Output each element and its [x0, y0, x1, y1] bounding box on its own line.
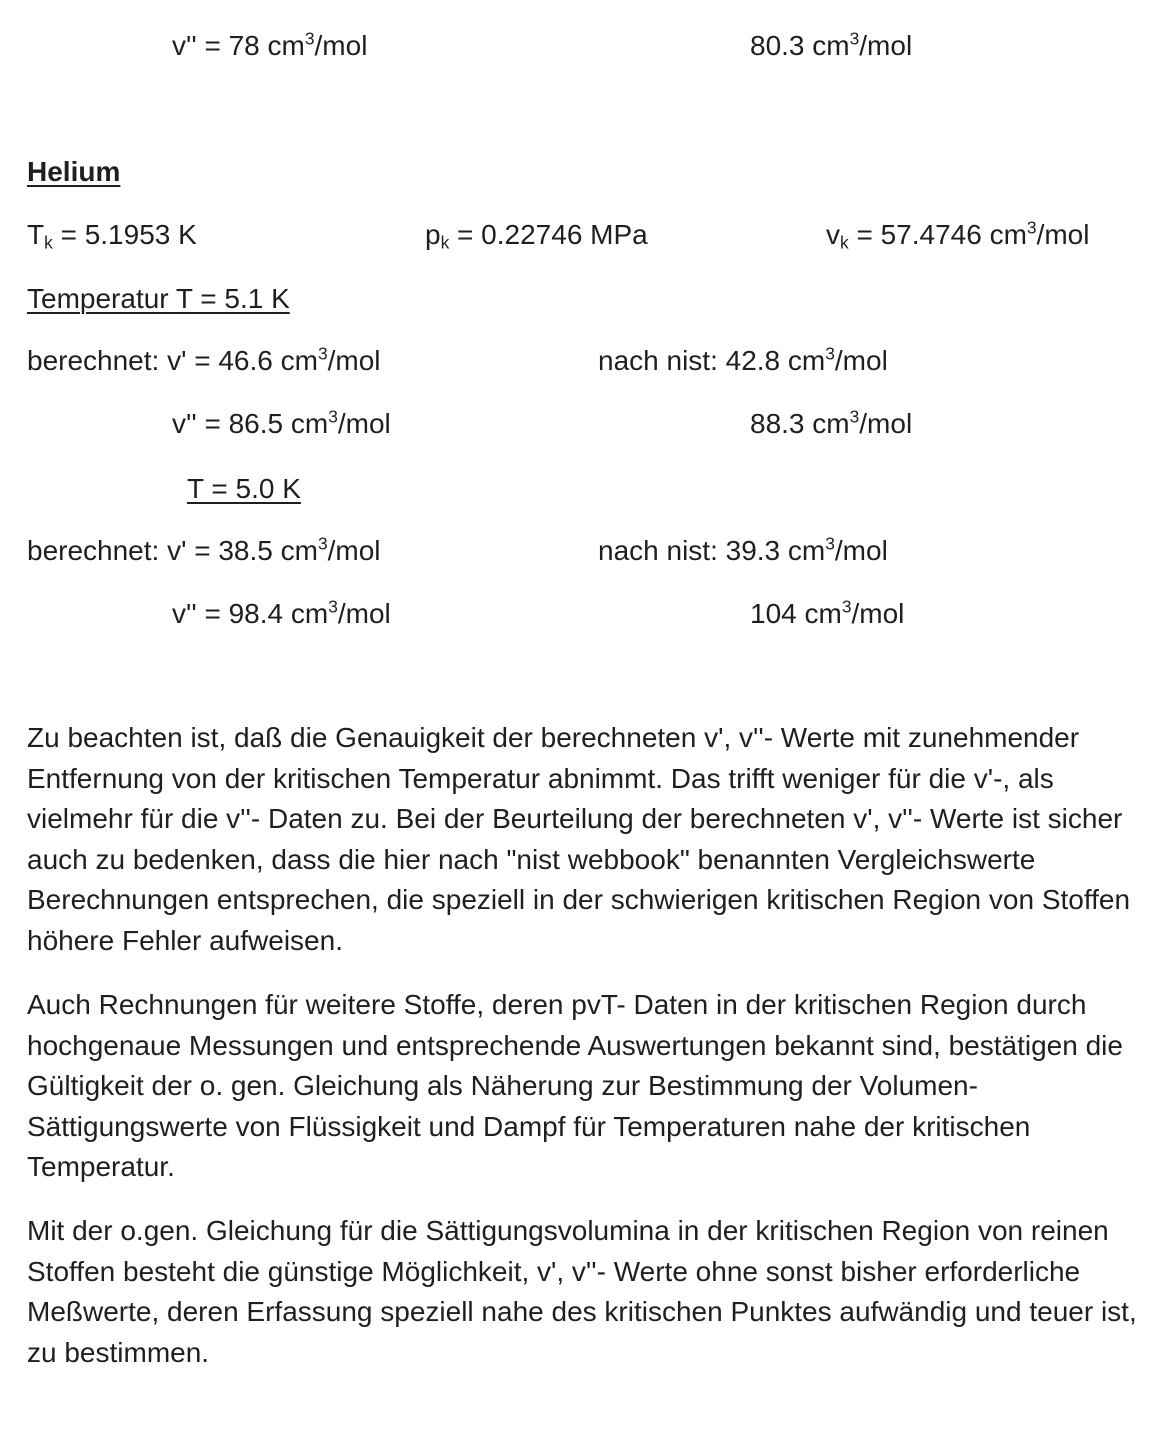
symbol: v	[826, 219, 840, 250]
unit-tail: /mol	[337, 408, 391, 439]
value-text: v'' = 78 cm	[172, 30, 305, 61]
value-text: 80.3 cm	[750, 30, 850, 61]
t2-nist-v2	[750, 596, 905, 629]
value-text: v'' = 98.4 cm	[172, 598, 329, 629]
t1-calculated-v1	[27, 343, 381, 376]
top-v2-nist	[750, 28, 913, 61]
unit-tail: /mol	[314, 30, 368, 61]
value-text: nach nist: 42.8 cm	[598, 345, 826, 376]
value-text: berechnet: v' = 46.6 cm	[27, 345, 318, 376]
unit-tail: /mol	[337, 598, 391, 629]
value-text: 104 cm	[750, 598, 842, 629]
temperature-heading-5-0: T = 5.0 K	[187, 473, 301, 504]
value-text: berechnet: v' = 38.5 cm	[27, 535, 318, 566]
subscript: k	[44, 232, 53, 253]
unit-superscript: 3	[304, 28, 315, 49]
value-text: nach nist: 39.3 cm	[598, 535, 826, 566]
unit-tail: /mol	[859, 30, 913, 61]
unit-superscript: 3	[849, 28, 860, 49]
section-heading-helium: Helium	[27, 156, 121, 187]
value-text: 88.3 cm	[750, 408, 850, 439]
unit-tail: /mol	[327, 535, 381, 566]
subscript: k	[840, 232, 849, 253]
unit-tail: /mol	[327, 345, 381, 376]
unit-tail: /mol	[834, 535, 888, 566]
subscript: k	[440, 232, 450, 253]
critical-volume	[826, 217, 1090, 253]
unit-superscript: 3	[849, 406, 860, 427]
temperature-heading-5-1: Temperatur T = 5.1 K	[27, 283, 290, 314]
unit-superscript: 3	[317, 533, 328, 554]
t2-calculated-v2	[172, 596, 391, 629]
t2-nist-v1	[598, 533, 888, 566]
paragraph-other-substances: Auch Rechnungen für weitere Stoffe, deren pvT- Daten in der kritischen Region durch hochgenaue Messungen und entsprechende Auswertungen bekannt sind, bestätigen die Gültigkeit der o. gen. Gleichung als Näherung zur Bestimmung der Volumen- Sättigungswerte von Flüssigkeit und Dampf für Temperaturen nahe der kritischen Temperatur.	[27, 989, 1123, 1182]
unit-tail: /mol	[834, 345, 888, 376]
paragraph-accuracy-note: Zu beachten ist, daß die Genauigkeit der berechneten v', v''- Werte mit zunehmender Entfernung von der kritischen Temperatur abnimmt. Das trifft weniger für die v'-, als vielmehr für die v''- Daten zu. Bei der Beurteilung der berechneten v', v''- Werte ist sicher auch zu bedenken, dass die hier nach "nist webbook" benannten Vergleichswerte Berechnungen entsprechen, die speziell in der schwierigen kritischen Region von Stoffen höhere Fehler aufweisen.	[27, 722, 1131, 956]
critical-pressure	[425, 219, 648, 253]
value-text: v'' = 86.5 cm	[172, 408, 329, 439]
unit-superscript: 3	[1026, 217, 1037, 238]
unit-superscript: 3	[825, 533, 835, 554]
t1-nist-v1	[598, 343, 888, 376]
paragraph-conclusion: Mit der o.gen. Gleichung für die Sättigungsvolumina in der kritischen Region von reinen Stoffen besteht die günstige Möglichkeit, v', v''- Werte ohne sonst bisher erforderliche Meßwerte, deren Erfassung speziell nahe des kritischen Punktes aufwändig und teuer ist, zu bestimmen.	[27, 1215, 1137, 1368]
symbol: T	[27, 219, 45, 250]
unit-tail: /mol	[1036, 219, 1090, 250]
unit-tail: /mol	[859, 408, 913, 439]
top-v2-calculated	[172, 28, 368, 61]
unit-superscript: 3	[841, 596, 852, 617]
unit-superscript: 3	[328, 406, 338, 427]
critical-temperature	[27, 219, 197, 253]
t1-nist-v2	[750, 406, 913, 439]
symbol: p	[425, 219, 441, 250]
unit-superscript: 3	[328, 596, 338, 617]
value-text: = 57.4746 cm	[848, 219, 1027, 250]
value-text: = 5.1953 K	[52, 219, 197, 250]
unit-tail: /mol	[851, 598, 905, 629]
unit-superscript: 3	[317, 343, 328, 364]
t2-calculated-v1	[27, 533, 381, 566]
unit-superscript: 3	[825, 343, 835, 364]
value-text: = 0.22746 MPa	[449, 219, 648, 250]
t1-calculated-v2	[172, 406, 391, 439]
